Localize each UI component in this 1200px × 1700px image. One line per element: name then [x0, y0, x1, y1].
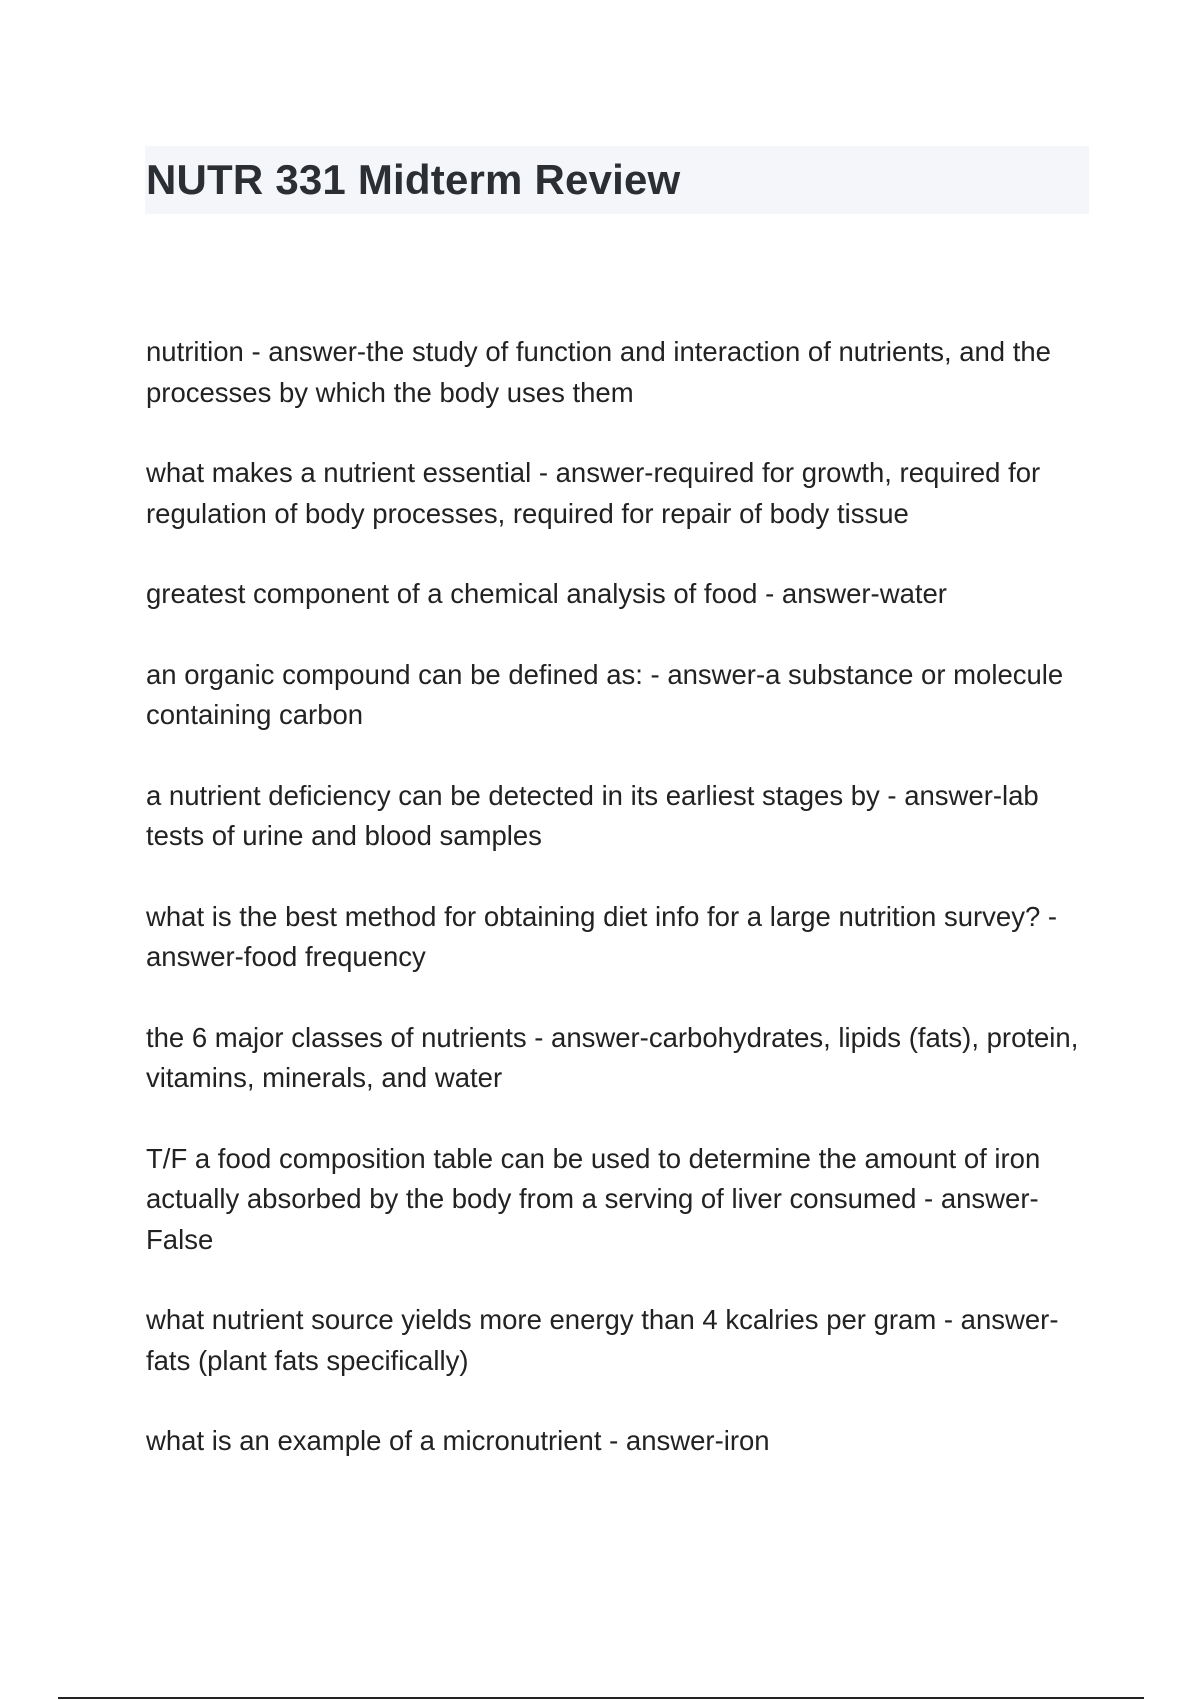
qa-item-10: what is an example of a micronutrient - answer-iron: [146, 1425, 770, 1456]
qa-item-8: T/F a food composition table can be used to determine the amount of iron actually absorbed by the body from a serving of liver consumed - answer-False: [146, 1142, 1041, 1255]
qa-item-4: an organic compound can be defined as: - answer-a substance or molecule containing carbon: [146, 658, 1064, 730]
qa-item-7: the 6 major classes of nutrients - answer-carbohydrates, lipids (fats), protein, vitamins, minerals, and water: [146, 1021, 1079, 1093]
qa-item-3: greatest component of a chemical analysis of food - answer-water: [146, 578, 947, 609]
qa-item-2: what makes a nutrient essential - answer-required for growth, required for regulation of body processes, required for repair of body tissue: [146, 457, 1041, 529]
qa-item-5: a nutrient deficiency can be detected in its earliest stages by - answer-lab tests of urine and blood samples: [146, 779, 1039, 851]
qa-list: [146, 332, 1096, 1502]
page-title: NUTR 331 Midterm Review: [146, 156, 681, 203]
qa-item-6: what is the best method for obtaining diet info for a large nutrition survey? - answer-food frequency: [146, 900, 1058, 972]
qa-item-9: what nutrient source yields more energy than 4 kcalries per gram - answer-fats (plant fats specifically): [146, 1304, 1059, 1376]
qa-item-1: nutrition - answer-the study of function and interaction of nutrients, and the processes by which the body uses them: [146, 336, 1051, 408]
footer-divider: [58, 1697, 1144, 1699]
